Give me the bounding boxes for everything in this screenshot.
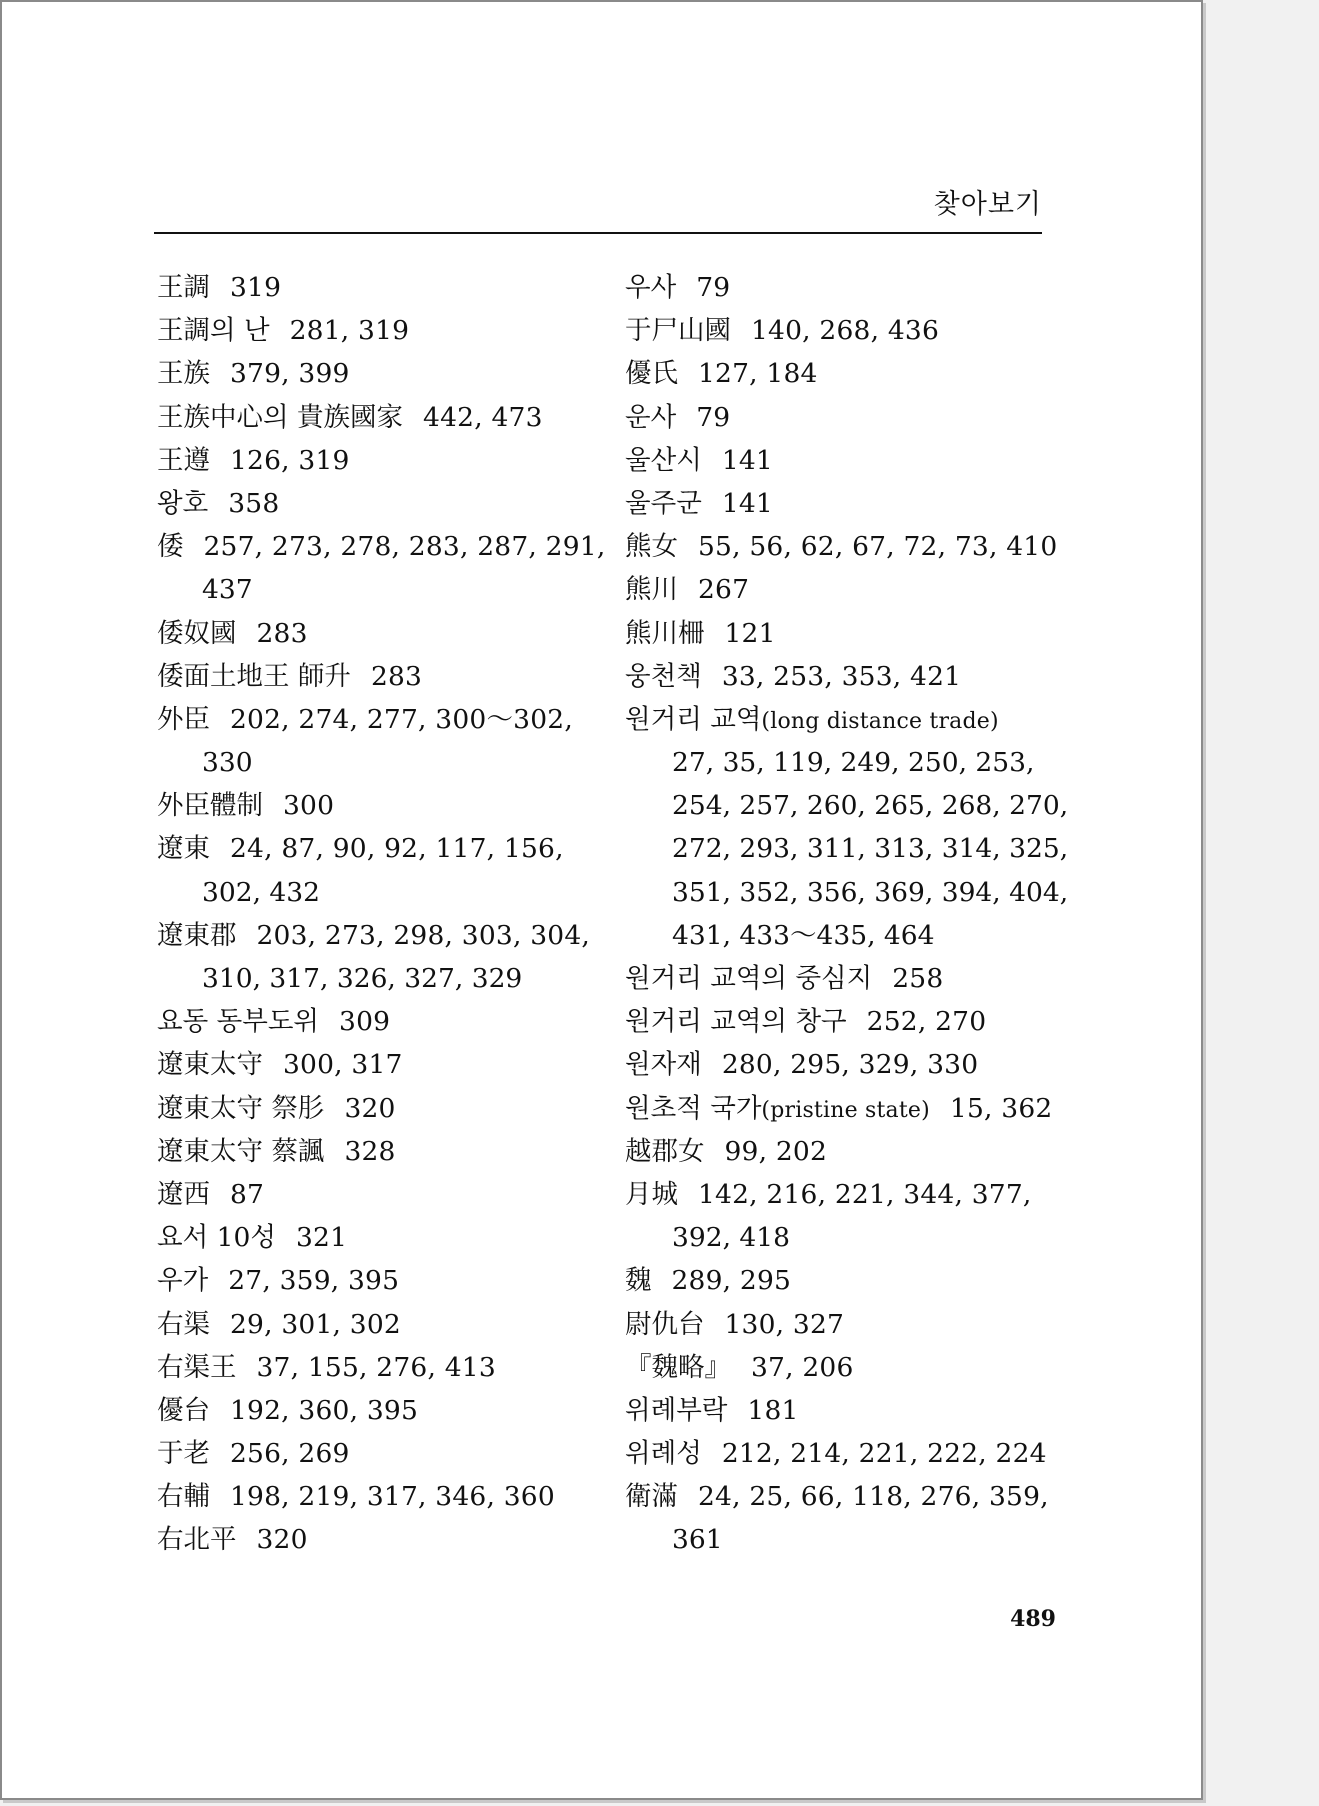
index-term-text: 원자재 [625,1049,702,1081]
index-page-refs: 379, 399 [230,358,350,390]
index-entry [157,266,597,309]
index-entry [157,525,606,568]
index-term-text: 右北平 [157,1524,237,1556]
index-entry [157,1087,597,1130]
index-entry [157,1216,597,1259]
index-page-refs: 142, 216, 221, 344, 377, [698,1178,1032,1210]
index-entry [625,957,1050,1000]
index-term [157,618,237,649]
index-term-text: 『魏略』 [625,1351,731,1383]
index-page-refs: 79 [696,272,731,303]
index-term [625,531,678,562]
index-page-refs: 99, 202 [724,1135,828,1167]
index-term [625,1136,705,1167]
index-page-refs: 37, 206 [751,1351,854,1383]
index-entry [625,1389,1050,1432]
index-term-text: 倭奴國 [157,617,237,649]
index-page-refs: 121 [724,617,776,649]
index-term [157,1438,210,1469]
index-term [625,1438,702,1469]
index-term-text: 원초적 국가 [625,1092,762,1124]
index-term-gloss: (pristine state) [761,1097,930,1123]
index-term-text: 熊川 [625,574,678,606]
index-entry [157,396,597,439]
index-term-text: 于尸山國 [625,315,731,347]
index-term [625,1049,702,1080]
index-term-text: 外臣 [157,703,210,735]
index-term [157,1049,263,1080]
index-page-refs: 141 [721,487,773,519]
index-term-text: 遼西 [157,1178,210,1210]
index-page-refs-continued: 330 [202,747,253,779]
index-entry [157,482,597,525]
index-page-refs-continued: 272, 293, 311, 313, 314, 325, [672,833,1069,865]
index-term [157,402,403,433]
index-entry [157,1259,597,1302]
index-page-refs: 320 [256,1524,308,1556]
index-page-refs: 320 [344,1092,396,1124]
index-term [157,1265,208,1296]
index-term-text: 倭面土地王 師升 [157,660,351,692]
index-entry [625,525,1058,568]
index-entry [625,1432,1050,1475]
index-term [157,488,208,519]
index-page-refs: 300, 317 [283,1049,403,1081]
index-term-text: 울산시 [625,444,702,476]
index-term [157,445,210,476]
index-term-text: 尉仇台 [625,1308,705,1340]
index-page-refs-continued: 361 [672,1524,723,1556]
header-rule [154,232,1042,234]
index-term [157,1222,276,1253]
index-page-refs-continued: 437 [202,574,253,606]
index-entry [157,309,597,352]
index-entry [625,1087,1053,1130]
index-entry [625,266,1050,309]
index-entry [157,612,597,655]
index-term-text: 遼東太守 祭肜 [157,1092,325,1124]
index-page-refs: 283 [256,617,308,649]
index-term [625,272,676,303]
index-term-text: 우가 [157,1265,209,1297]
index-entry [625,1130,1050,1173]
index-page-refs: 202, 274, 277, 300～302, [230,703,573,735]
index-term [157,1179,210,1210]
index-term-text: 원거리 교역의 창구 [625,1006,847,1038]
index-term [157,1006,319,1037]
index-term-text: 위례성 [625,1438,702,1470]
index-term [625,704,999,735]
index-entry [625,352,1050,395]
index-entry [157,1000,597,1043]
index-term-text: 遼東太守 [157,1049,263,1081]
index-page-refs: 258 [892,963,944,994]
index-term-text: 右渠王 [157,1351,237,1383]
index-term [157,1524,237,1555]
index-page-refs-continued: 27, 35, 119, 249, 250, 253, [672,747,1035,779]
index-term-text: 熊女 [625,531,678,563]
index-term [157,315,270,346]
index-page-refs: 181 [747,1394,799,1426]
index-term-text: 于老 [157,1438,210,1470]
index-term [157,1093,324,1124]
index-entry [625,396,1050,439]
index-term-text: 優台 [157,1394,210,1426]
index-page-refs: 300 [283,790,335,822]
index-term [625,358,678,389]
index-entry [625,1346,1050,1389]
index-term [157,1352,237,1383]
index-page-refs: 192, 360, 395 [230,1394,419,1426]
index-term-text: 右輔 [157,1481,210,1513]
index-entry [625,1173,1050,1216]
index-term-text: 울주군 [625,487,702,519]
index-entry [157,827,597,870]
index-page-refs: 212, 214, 221, 222, 224 [721,1438,1047,1470]
index-term [625,1352,731,1383]
index-term-text: 熊川柵 [625,617,705,649]
index-page-refs: 283 [370,660,423,692]
running-head: 찾아보기 [933,189,1042,220]
index-page-refs-continued: 254, 257, 260, 265, 268, 270, [672,790,1069,822]
index-entry [625,1259,1050,1302]
index-term-text: 王遵 [157,444,210,476]
index-term-text: 요동 동부도위 [157,1006,320,1038]
index-page-refs: 140, 268, 436 [751,315,940,347]
index-term [625,1179,678,1210]
index-entry [625,309,1050,352]
index-page-refs: 87 [230,1178,265,1210]
index-term [625,488,702,519]
index-page-refs: 127, 184 [698,358,818,390]
index-term [625,445,702,476]
index-entry [625,612,1050,655]
index-term-text: 優氏 [625,358,678,390]
index-page-refs: 15, 362 [949,1092,1053,1124]
index-term [625,1309,705,1340]
index-page-refs: 126, 319 [230,444,350,476]
index-term-text: 遼東郡 [157,919,237,951]
index-page-refs: 358 [228,487,280,519]
index-page-refs: 141 [721,444,773,476]
index-term-gloss: (long distance trade) [761,708,999,734]
index-term-text: 우사 [625,272,677,303]
index-term [625,618,705,649]
index-term-text: 外臣體制 [157,790,263,822]
index-page-refs-continued: 302, 432 [202,876,321,908]
index-entry [157,1173,597,1216]
index-page-refs: 37, 155, 276, 413 [256,1351,496,1383]
index-term-text: 요서 10성 [157,1222,276,1254]
index-term-text: 원거리 교역의 중심지 [625,963,873,994]
index-entry [157,1518,597,1561]
index-term [625,574,678,605]
index-term [157,790,263,821]
index-entry [625,1043,1050,1086]
index-term-text: 원거리 교역 [625,703,762,735]
index-page-refs-continued: 431, 433～435, 464 [672,919,935,951]
index-entry [625,655,1050,698]
index-entry [625,1303,1050,1346]
index-page-refs: 319 [230,272,282,303]
index-term-text: 右渠 [157,1308,210,1340]
index-term [157,704,210,735]
index-term-text: 倭 [157,531,184,563]
index-page-refs-continued: 310, 317, 326, 327, 329 [202,963,523,994]
index-page-refs: 328 [344,1135,396,1167]
index-term-text: 越郡女 [625,1135,705,1167]
index-entry [625,698,1050,741]
index-entry [157,1346,597,1389]
index-term [157,833,210,864]
index-term-text: 운사 [625,401,677,433]
index-page-refs: 198, 219, 317, 346, 360 [230,1481,555,1513]
index-term-text: 月城 [625,1178,678,1210]
index-term-text: 웅천책 [625,660,702,692]
index-page-refs: 321 [295,1222,348,1254]
index-entry [157,784,597,827]
index-term [157,1309,210,1340]
index-term [625,1093,930,1124]
index-entry [625,482,1050,525]
index-term-text: 王調 [157,272,210,303]
index-term [157,1136,324,1167]
index-page-refs: 257, 273, 278, 283, 287, 291, [203,531,606,563]
index-term [157,1481,210,1512]
index-page-refs: 79 [696,401,731,433]
index-term [157,661,351,692]
index-term [157,272,210,303]
index-term-text: 王族中心의 貴族國家 [157,401,404,433]
index-entry [157,655,597,698]
index-term [625,315,731,346]
index-page-refs: 27, 359, 395 [228,1265,400,1297]
index-column-left [157,266,606,1562]
index-entry [625,568,1050,611]
index-entry [157,1432,597,1475]
index-entry [157,1303,597,1346]
index-column-right [625,266,1069,1562]
index-term-text: 위례부락 [625,1394,728,1426]
page-number: 489 [1010,1606,1056,1632]
index-entry [157,1043,597,1086]
index-term [625,661,702,692]
index-page-refs: 289, 295 [671,1265,792,1297]
index-page-refs: 281, 319 [289,315,410,347]
index-term [625,402,676,433]
index-term [157,358,210,389]
index-term [625,1395,727,1426]
index-term-text: 魏 [625,1265,652,1297]
index-page-refs: 267 [698,574,750,606]
index-term [625,1481,678,1512]
index-page-refs: 33, 253, 353, 421 [721,660,962,692]
index-entry [625,1000,1050,1043]
index-term-text: 王調의 난 [157,315,270,347]
index-term-text: 遼東 [157,833,210,865]
index-entry [625,439,1050,482]
index-page-refs: 309 [339,1006,391,1038]
index-entry [157,1475,597,1518]
index-page-refs: 24, 87, 90, 92, 117, 156, [230,833,564,865]
index-entry [157,1130,597,1173]
index-entry [157,698,597,741]
index-entry [625,1475,1050,1518]
index-entry [157,439,597,482]
index-page-refs: 252, 270 [866,1006,987,1038]
index-term [625,1265,652,1296]
index-page-refs: 24, 25, 66, 118, 276, 359, [698,1481,1049,1513]
index-entry [157,352,597,395]
index-entry [157,914,597,957]
index-term [157,1395,210,1426]
index-page-refs: 280, 295, 329, 330 [721,1049,979,1081]
index-page-refs: 203, 273, 298, 303, 304, [256,919,591,951]
index-term [157,531,184,562]
index-term-text: 왕호 [157,487,209,519]
index-term-text: 衛滿 [625,1481,678,1513]
index-term [625,963,872,994]
index-term-text: 王族 [157,358,210,390]
index-term [625,1006,847,1037]
index-page-refs: 55, 56, 62, 67, 72, 73, 410 [698,531,1058,563]
index-term [157,920,237,951]
index-page-refs-continued: 392, 418 [672,1222,791,1254]
index-entry [157,1389,597,1432]
index-page-refs: 29, 301, 302 [230,1308,401,1340]
index-page-refs: 256, 269 [230,1438,350,1470]
index-term-text: 遼東太守 蔡諷 [157,1135,325,1167]
index-page-refs: 442, 473 [423,401,543,433]
index-page-refs-continued: 351, 352, 356, 369, 394, 404, [672,876,1069,908]
index-page-refs: 130, 327 [724,1308,845,1340]
